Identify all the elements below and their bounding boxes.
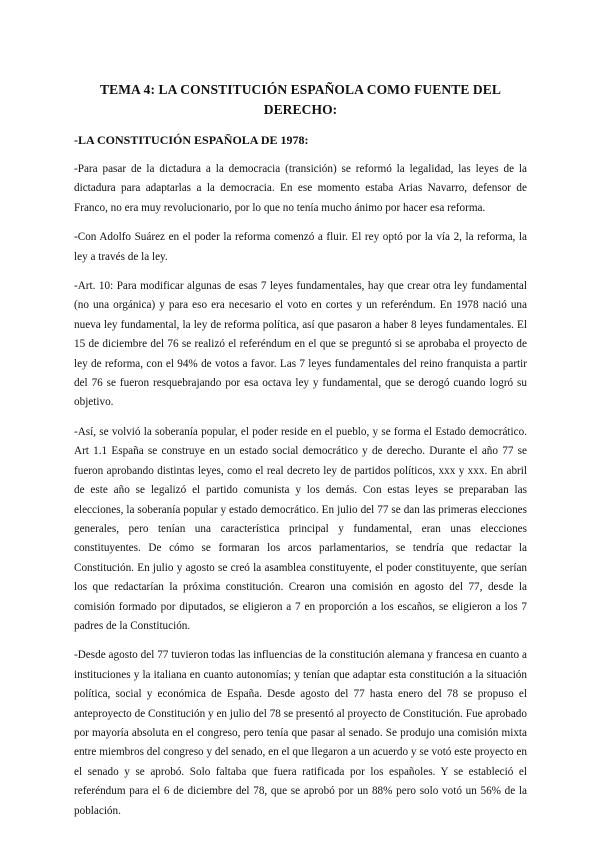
paragraph-soberania-popular: -Así, se volvió la soberanía popular, el poder reside en el pueblo, y se forma el Estado democrático. Art 1.1 España se construye en un estado social democrático y de derecho. Durante el año 77 se fueron aprobando distintas leyes, como el real decreto ley de partidos políticos, xxx y xxx. En abril de este año se legalizó el partido comunista y los demás. Con estas leyes se preparaban las elecciones, la soberanía popular y estado democrático. En julio del 77 se dan las primeras elecciones generales, pero tenían una característica principal y fundamental, eran unas elecciones constituyentes. De cómo se formaran los arcos parlamentarios, se tendría que redactar la Constitución. En julio y agosto se creó la asamblea constituyente, el poder constituyente, que serían los que redactarían la próxima constitución. Crearon una comisión en agosto del 77, desde la comisión formado por diputados, se eligieron a 7 en proporción a los escaños, se eligieron a los 7 padres de la Constitución. [74, 425, 527, 632]
document-title: TEMA 4: LA CONSTITUCIÓN ESPAÑOLA COMO FUENTE DEL DERECHO: [100, 82, 501, 117]
section-heading: -LA CONSTITUCIÓN ESPAÑOLA DE 1978: [74, 133, 309, 147]
paragraph-transicion: -Para pasar de la dictadura a la democracia (transición) se reformó la legalidad, las leyes de la dictadura para adaptarlas a la democracia. En ese momento estaba Arias Navarro, defensor de Franco, no era muy revolucionario, por lo que no tenía mucho ánimo por hacer esa reforma. [74, 163, 527, 214]
paragraph-influencias: -Desde agosto del 77 tuvieron todas las influencias de la constitución alemana y francesa en cuanto a instituciones y la italiana en cuanto autonomías; y tenían que adaptar esta constitución a la situación política, social y económica de España. Desde agosto del 77 hasta enero del 78 se propuso el anteproyecto de Constitución y en julio del 78 se presentó al proyecto de Constitución. Fue aprobado por mayoría absoluta en el congreso, pero tenía que pasar al senado. Se produjo una comisión mixta entre miembros del congreso y del senado, en el que llegaron a un acuerdo y se votó este proyecto en el senado y se aprobó. Solo faltaba que fuera ratificada por los españoles. Y se estableció el referéndum para el 6 de diciembre del 78, que se aprobó por un 88% pero solo votó un 56% de la población. [74, 649, 527, 817]
paragraph-art-10: -Art. 10: Para modificar algunas de esas 7 leyes fundamentales, hay que crear otra ley fundamental (no una orgánica) y para eso era necesario el voto en cortes y un referéndum. En 1978 nació una nueva ley fundamental, la ley de reforma política, así que pasaron a haber 8 leyes fundamentales. El 15 de diciembre del 76 se realizó el referéndum en el que se preguntó si se aprobaba el proyecto de ley de reforma, con el 94% de votos a favor. Las 7 leyes fundamentales del reino franquista a partir del 76 se fueron resquebrajando por esa octava ley y fundamental, que se derogó cuando logró su objetivo. [74, 280, 527, 409]
paragraph-adolfo-suarez: -Con Adolfo Suárez en el poder la reforma comenzó a fluir. El rey optó por la vía 2, la reforma, la ley a través de la ley. [74, 231, 527, 263]
